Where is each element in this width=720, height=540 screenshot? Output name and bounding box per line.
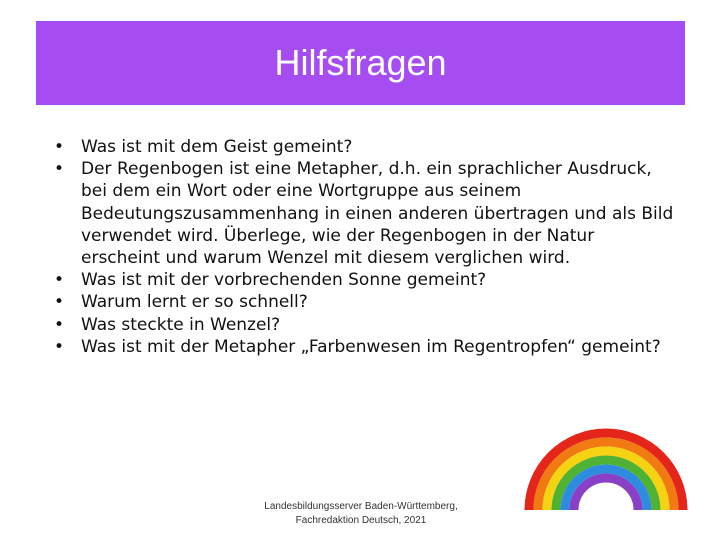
footer-credit <box>255 500 467 528</box>
footer-line: Fachredaktion Deutsch, 2021 <box>295 515 427 526</box>
question-item: • Was ist mit der vorbrechenden Sonne gemeint? <box>48 269 678 291</box>
question-list <box>48 136 678 358</box>
question-item: • Was ist mit dem Geist gemeint? <box>48 136 678 158</box>
rainbow-band <box>574 478 638 510</box>
question-item: • Warum lernt er so schnell? <box>48 291 678 313</box>
question-item: • Was ist mit der Metapher „Farbenwesen im Regentropfen“ gemeint? <box>48 336 678 358</box>
footer-line: Landesbildungsserver Baden-Württemberg, <box>264 501 458 512</box>
title-bar <box>36 21 685 105</box>
slide-title: Hilfsfragen <box>274 42 447 83</box>
rainbow-image <box>524 428 688 510</box>
question-item: • Was steckte in Wenzel? <box>48 314 678 336</box>
question-item: • Der Regenbogen ist eine Metapher, d.h. ein sprachlicher Ausdruck, bei dem ein Wort oder eine Wortgruppe aus seinem Bedeutungszusammenhang in einen anderen übertragen und als Bild verwendet wird. Überlege, wie der Regenbogen in der Natur erscheint und warum Wenzel mit diesem verglichen wird. <box>48 158 678 269</box>
